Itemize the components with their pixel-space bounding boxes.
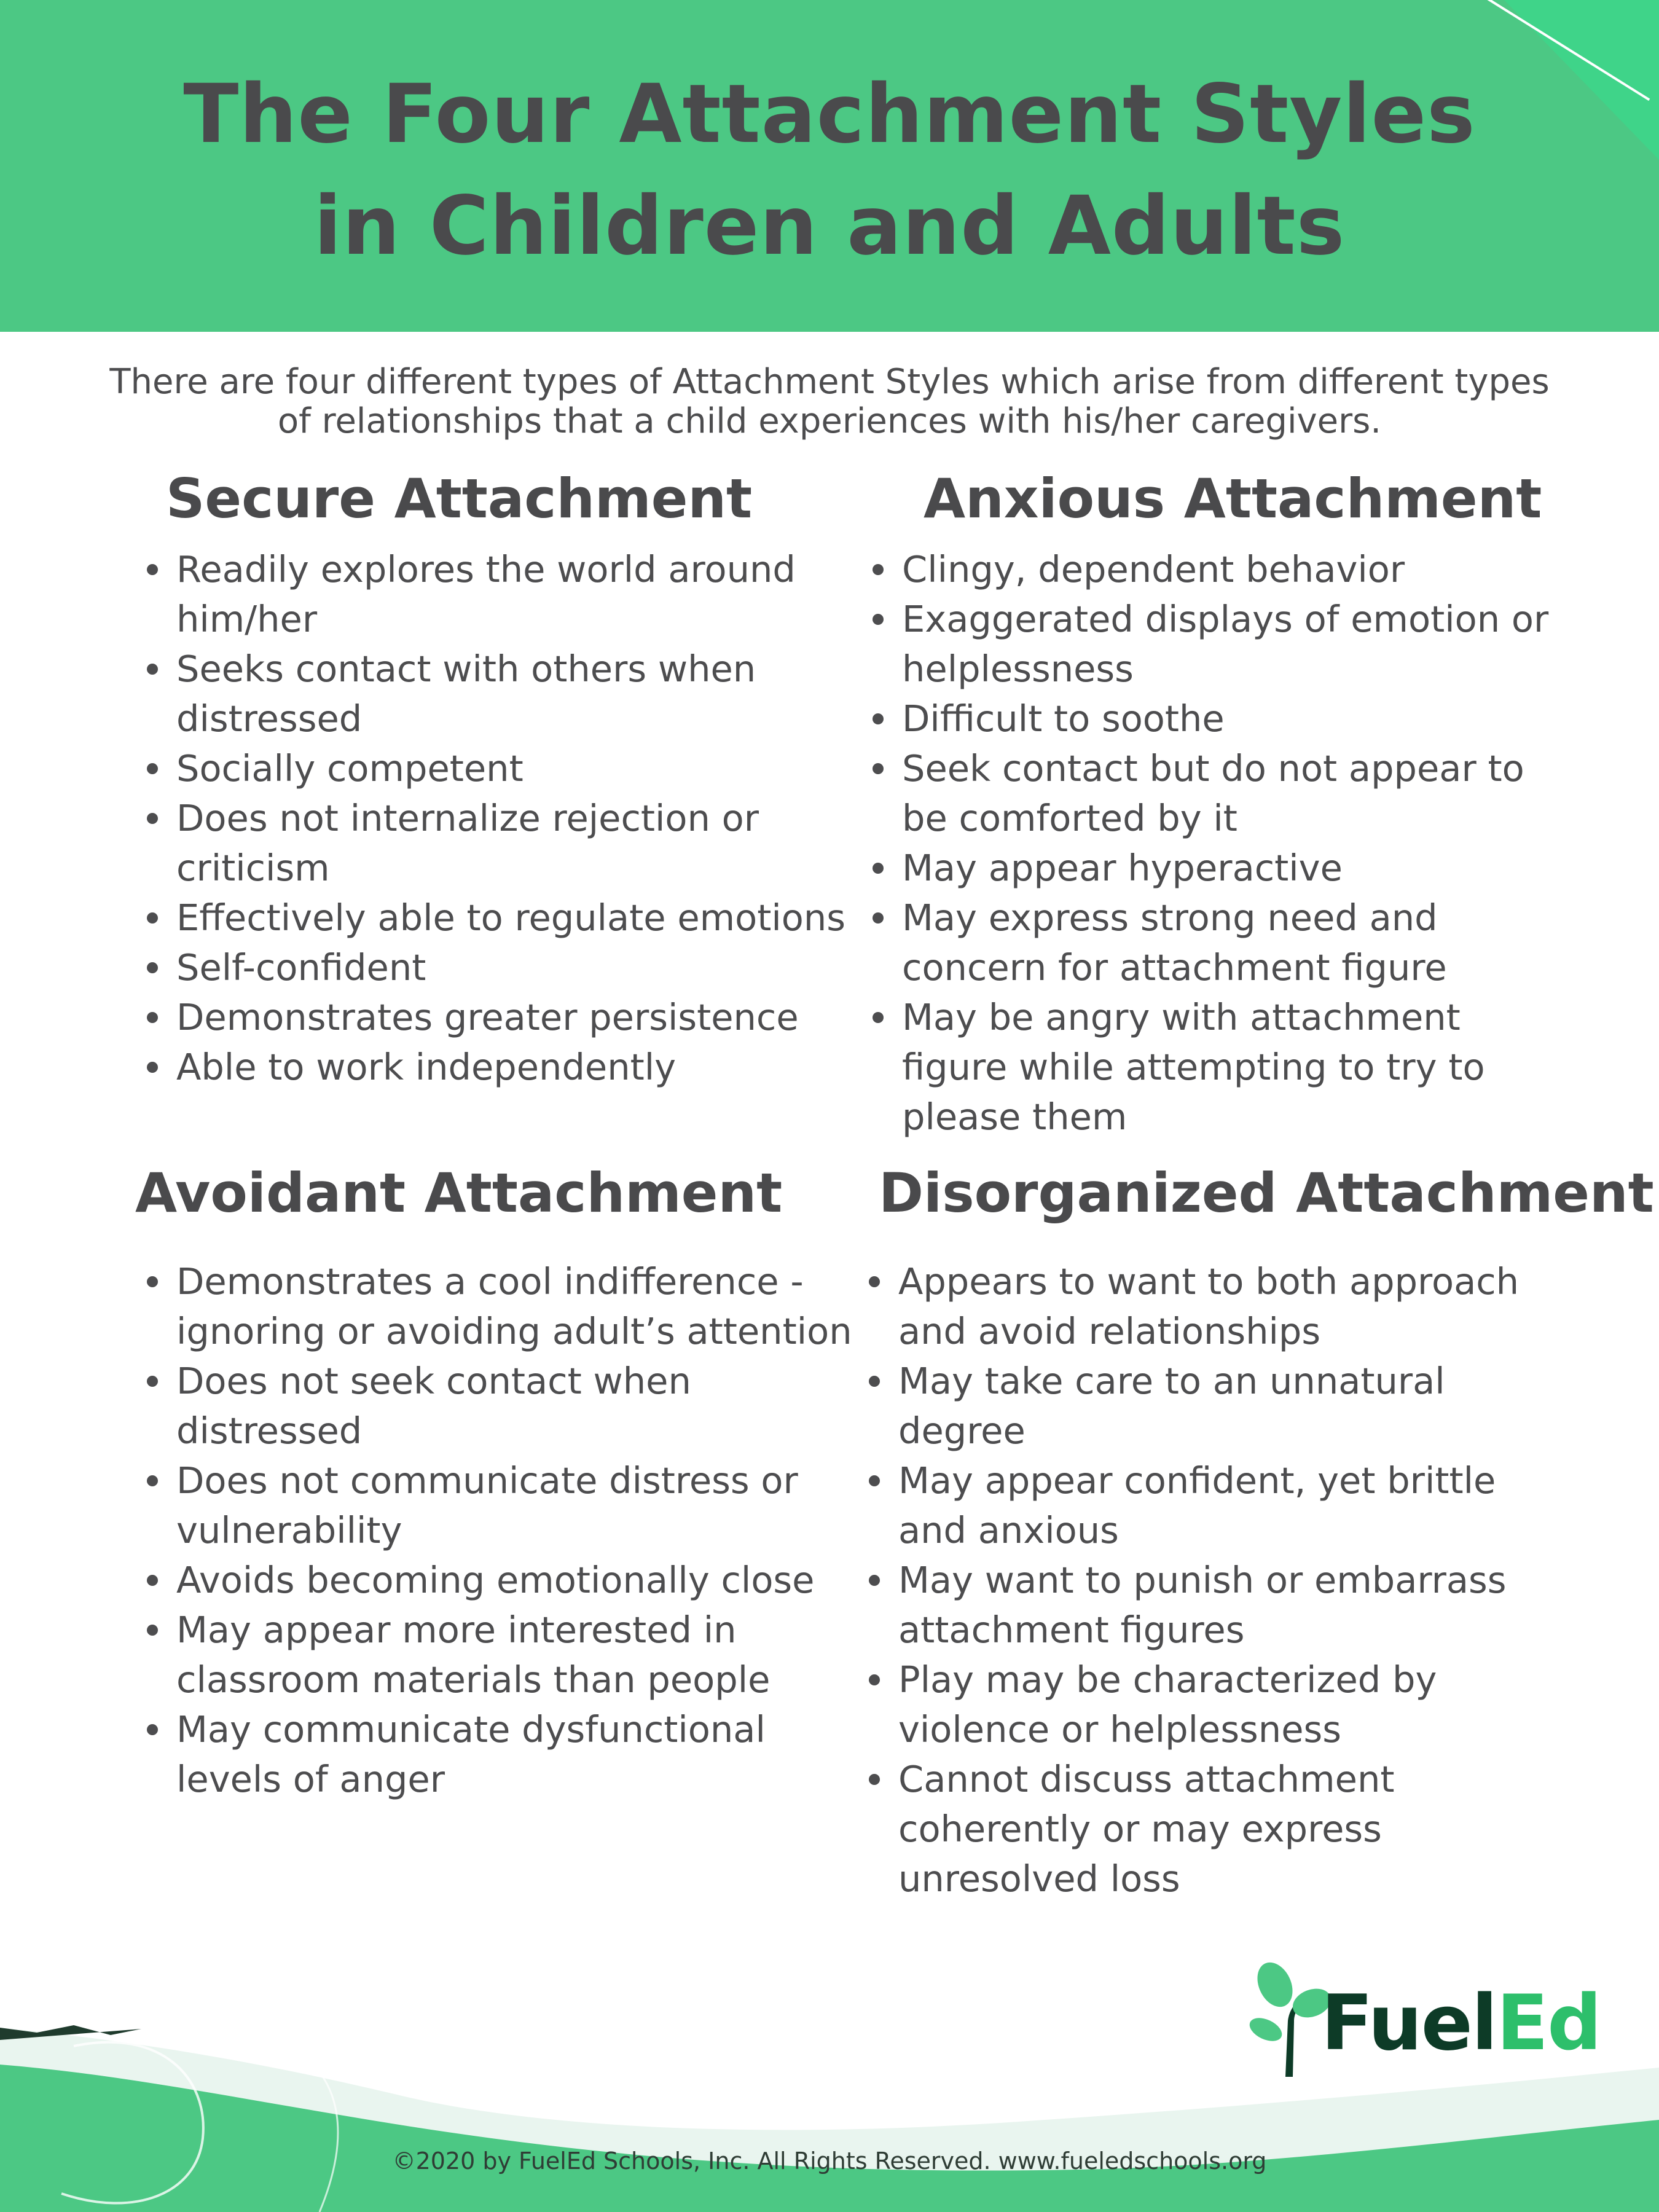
list-item: May communicate dysfunctional levels of anger <box>146 1704 852 1804</box>
list-item: Demonstrates a cool indifference - ignoring or avoiding adult’s attention <box>146 1257 852 1356</box>
list-item: Seeks contact with others when distressed <box>146 644 852 743</box>
list-item: May want to punish or embarrass attachment figures <box>868 1555 1574 1655</box>
page-title <box>0 58 1659 282</box>
list-item: May be angry with attachment figure while attempting to try to please them <box>871 992 1572 1142</box>
section-heading: Secure Attachment <box>166 467 753 530</box>
list-item: Exaggerated displays of emotion or helplessness <box>871 594 1572 694</box>
list-item: Clingy, dependent behavior <box>871 544 1572 594</box>
secure-attachment-section <box>146 468 852 1092</box>
list-item: Able to work independently <box>146 1042 852 1092</box>
intro-line-2: of relationships that a child experiences with his/her caregivers. <box>277 401 1382 441</box>
list-item: May express strong need and concern for attachment figure <box>871 893 1572 992</box>
bullet-list <box>868 1257 1574 1904</box>
section-heading: Disorganized Attachment <box>879 1161 1654 1225</box>
avoidant-attachment-section <box>135 1161 852 1804</box>
title-line-1: The Four Attachment Styles <box>183 67 1476 162</box>
list-item: Does not seek contact when distressed <box>146 1356 852 1456</box>
fueled-logo <box>1241 1957 1601 2080</box>
list-item: Cannot discuss attachment coherently or may express unresolved loss <box>868 1754 1574 1904</box>
list-item: Does not communicate distress or vulnerability <box>146 1456 852 1555</box>
bullet-list <box>146 1257 852 1804</box>
disorganized-attachment-section <box>868 1161 1654 1904</box>
bullet-list <box>871 544 1572 1142</box>
list-item: May appear confident, yet brittle and anxious <box>868 1456 1574 1555</box>
intro-paragraph <box>61 363 1598 441</box>
list-item: Difficult to soothe <box>871 694 1572 743</box>
list-item: Effectively able to regulate emotions <box>146 893 852 943</box>
intro-line-1: There are four different types of Attachment Styles which arise from different types <box>109 362 1550 402</box>
list-item: Play may be characterized by violence or helplessness <box>868 1655 1574 1754</box>
logo-word-ed: Ed <box>1496 1979 1601 2068</box>
anxious-attachment-section <box>871 468 1572 1142</box>
list-item: Appears to want to both approach and avoid relationships <box>868 1257 1574 1356</box>
title-line-2: in Children and Adults <box>313 179 1346 273</box>
list-item: May take care to an unnatural degree <box>868 1356 1574 1456</box>
header-banner <box>0 0 1659 332</box>
list-item: May appear more interested in classroom materials than people <box>146 1605 852 1704</box>
list-item: Socially competent <box>146 743 852 793</box>
sprout-icon <box>1241 1957 1333 2080</box>
logo-wordmark <box>1321 1980 1601 2066</box>
bullet-list <box>146 544 852 1092</box>
list-item: Avoids becoming emotionally close <box>146 1555 852 1605</box>
list-item: Does not internalize rejection or criticism <box>146 793 852 893</box>
list-item: Readily explores the world around him/her <box>146 544 852 644</box>
list-item: Demonstrates greater persistence <box>146 992 852 1042</box>
copyright-notice: ©2020 by FuelEd Schools, Inc. All Rights Reserved. www.fueledschools.org <box>392 2147 1267 2175</box>
list-item: May appear hyperactive <box>871 843 1572 893</box>
section-heading: Anxious Attachment <box>924 467 1542 530</box>
list-item: Self-confident <box>146 943 852 992</box>
logo-word-fuel: Fuel <box>1321 1979 1497 2068</box>
section-heading: Avoidant Attachment <box>135 1161 783 1225</box>
list-item: Seek contact but do not appear to be comforted by it <box>871 743 1572 843</box>
